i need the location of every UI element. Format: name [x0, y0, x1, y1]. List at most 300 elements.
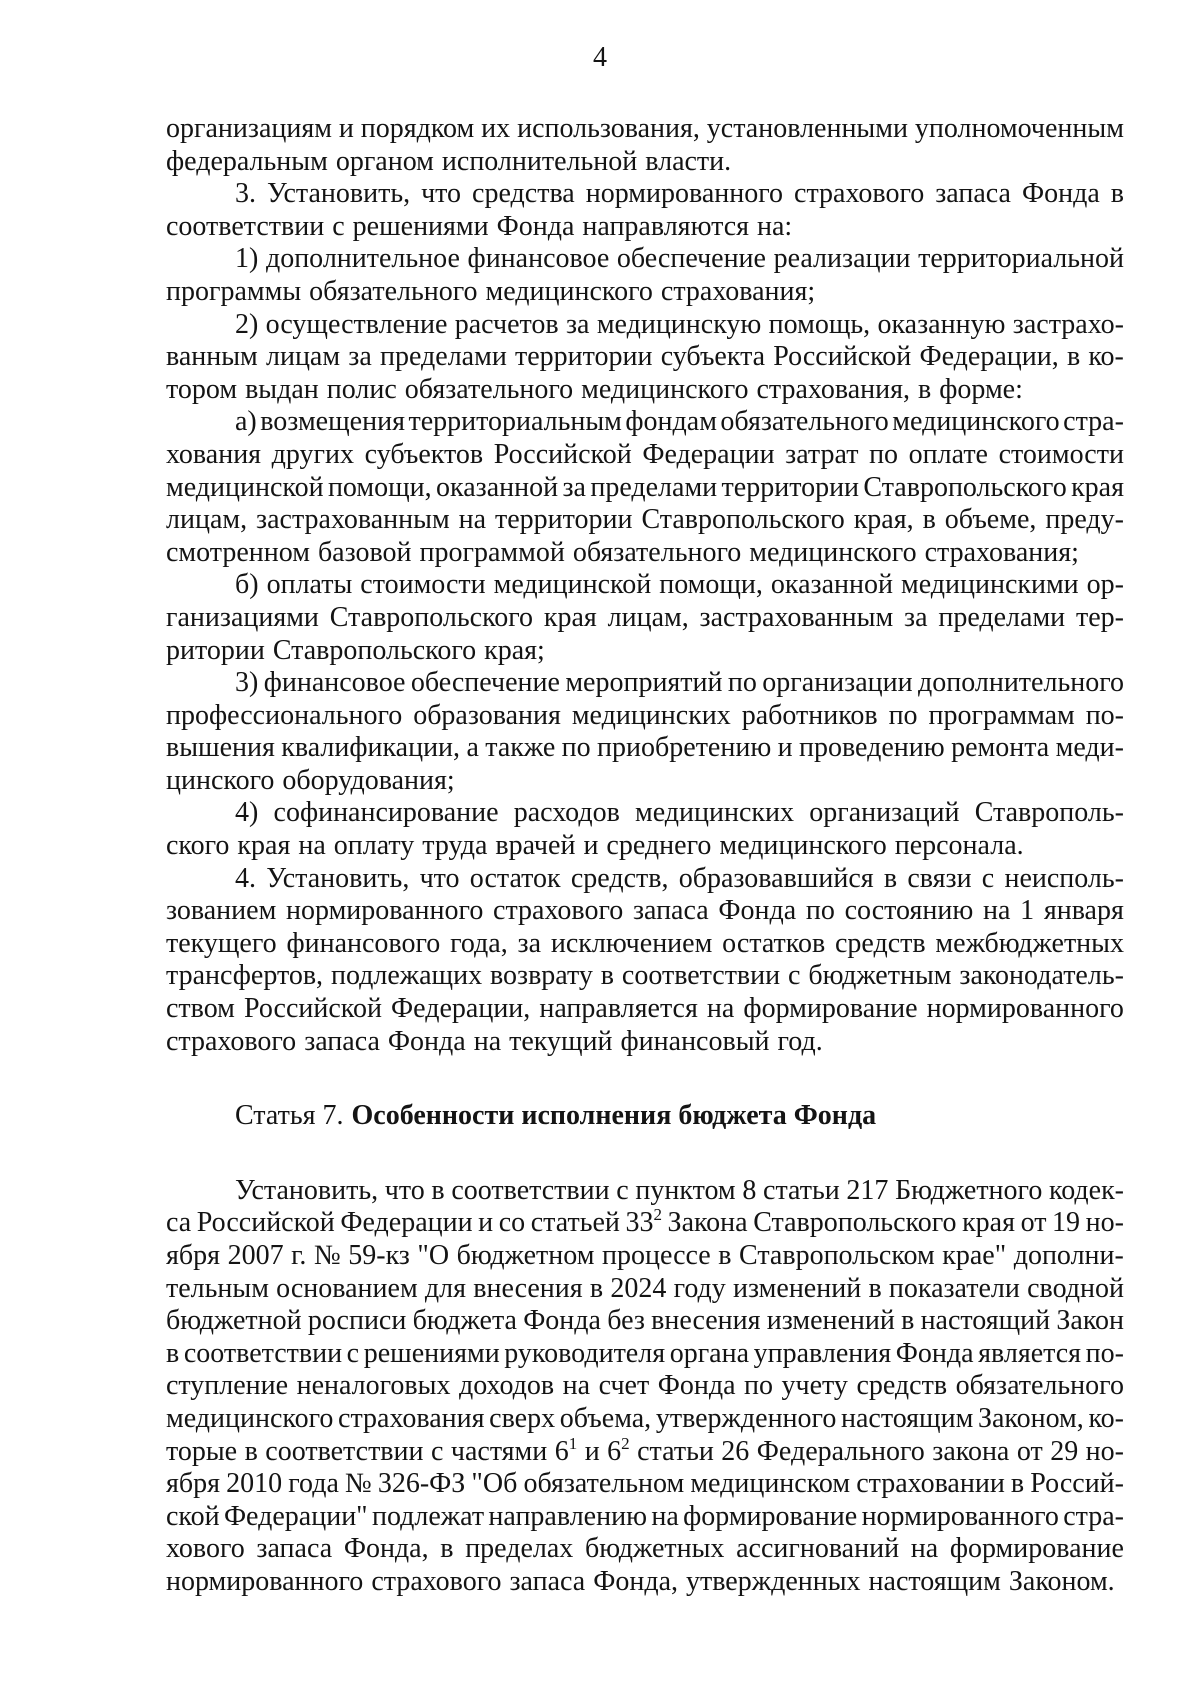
- word: изменений: [766, 1305, 895, 1337]
- word: полис: [326, 373, 397, 405]
- word: медицинского: [581, 373, 749, 405]
- word: оказанной: [770, 569, 893, 601]
- text-line: [166, 863, 1124, 896]
- word: расходов: [513, 797, 620, 829]
- word: Российской: [493, 438, 632, 470]
- text-line: [166, 1433, 1124, 1469]
- word: №: [313, 1240, 341, 1271]
- word: в: [244, 1435, 258, 1467]
- word: по-: [1085, 1337, 1124, 1369]
- word: затрат: [785, 438, 859, 470]
- word: пределами: [938, 601, 1066, 633]
- word: медицинского: [719, 830, 887, 862]
- article-title: Особенности исполнения бюджета Фонда: [351, 1100, 877, 1132]
- word: в: [918, 373, 932, 405]
- word: возмещения: [260, 406, 405, 438]
- word: 2024: [610, 1272, 667, 1304]
- word: с: [981, 862, 995, 894]
- word: программы: [166, 275, 302, 307]
- word: медицинскую: [596, 308, 762, 340]
- text-line: [166, 504, 1124, 537]
- text-line: [166, 635, 1124, 668]
- text-line: [166, 1207, 1124, 1240]
- text-line: [166, 1305, 1124, 1338]
- word: форме:: [939, 373, 1023, 405]
- word: на: [298, 830, 326, 862]
- word: Фонда: [718, 895, 797, 927]
- word: осуществление: [265, 308, 448, 340]
- word: федеральным: [166, 145, 328, 177]
- word: Ставрополь-: [974, 797, 1124, 829]
- word: стоимости: [998, 438, 1124, 470]
- word: финансовое: [263, 667, 406, 699]
- word: текущего: [166, 927, 277, 959]
- word: бюджетным: [808, 960, 952, 992]
- word: обязательного: [572, 536, 742, 568]
- word: оплату: [333, 830, 415, 862]
- word: ассигнований: [736, 1533, 900, 1565]
- text-line: [166, 895, 1124, 928]
- word: уполномоченным: [914, 113, 1124, 144]
- word: формирование: [743, 993, 918, 1025]
- word: на: [982, 895, 1011, 927]
- word: организаций: [809, 797, 960, 829]
- word: субъекта: [660, 341, 766, 373]
- word: 8: [742, 1174, 757, 1206]
- word: тер-: [1076, 601, 1124, 633]
- word: и: [338, 113, 354, 144]
- text-line: [166, 146, 1124, 179]
- word: Бюджетного: [895, 1174, 1043, 1206]
- word: межбюджетных: [935, 927, 1124, 959]
- word: реализации: [773, 243, 911, 275]
- word: финансовое: [467, 243, 610, 275]
- word: ского: [166, 830, 230, 862]
- word: направлению: [488, 1500, 647, 1532]
- word: ор-: [1086, 569, 1124, 601]
- word: в: [901, 1305, 915, 1337]
- word: 1): [235, 243, 259, 275]
- word: дополнительного: [918, 667, 1124, 699]
- text-line: [166, 472, 1124, 505]
- word: статьи: [637, 1435, 714, 1467]
- word: 3.: [235, 178, 256, 210]
- word: кодек-: [1049, 1174, 1124, 1206]
- word: в: [440, 1533, 454, 1565]
- word: $6^2$: [607, 1433, 630, 1467]
- word: года: [288, 1468, 339, 1500]
- text-line: [166, 1501, 1124, 1534]
- word: запаса: [935, 178, 1011, 210]
- word: помощи,: [327, 471, 432, 503]
- word: ября: [166, 1468, 221, 1500]
- word: оплаты: [266, 569, 353, 601]
- word: вышения: [166, 732, 275, 764]
- word: подлежат: [371, 1500, 485, 1532]
- word: и: [777, 732, 793, 764]
- word: ября: [166, 1240, 221, 1271]
- word: медицинскими: [900, 569, 1079, 601]
- word: персонала.: [894, 830, 1024, 862]
- word: запаса: [304, 1025, 380, 1057]
- word: объема,: [559, 1402, 652, 1434]
- word: в: [1066, 341, 1081, 373]
- word: января: [1043, 895, 1124, 927]
- word: бюджетных: [584, 1533, 725, 1565]
- word: других: [271, 438, 355, 470]
- word: обязательного: [404, 373, 574, 405]
- word: страхового: [493, 895, 624, 927]
- word: 2010: [226, 1468, 283, 1500]
- word: 217: [846, 1174, 889, 1206]
- word: обязательного: [309, 275, 478, 307]
- word: оплате: [908, 438, 988, 470]
- word: финансовый: [620, 1025, 770, 1057]
- word: Установить,: [235, 1174, 379, 1206]
- word: медицинского: [749, 536, 917, 568]
- word: бюджетном: [456, 1240, 595, 1271]
- word: по: [888, 699, 918, 731]
- word: основанием: [276, 1272, 418, 1304]
- word: бюджетной: [166, 1305, 302, 1337]
- text-line: [166, 374, 1124, 407]
- word: врачей: [495, 830, 576, 862]
- word: сводной: [1027, 1272, 1124, 1304]
- word: хования: [166, 438, 262, 470]
- word: Фонда: [895, 1337, 974, 1369]
- word: Федерации": [223, 1500, 368, 1532]
- word: связи: [907, 862, 972, 894]
- text-line: [166, 797, 1124, 830]
- word: с: [332, 210, 345, 242]
- word: соответствии: [265, 1435, 424, 1467]
- word: расчетов: [454, 308, 559, 340]
- word: решениями: [363, 1337, 500, 1369]
- word: по-: [1085, 699, 1124, 731]
- word: что: [421, 178, 462, 210]
- word: их: [481, 113, 511, 144]
- word: края,: [853, 504, 914, 536]
- word: лицам,: [607, 601, 689, 633]
- word: внесения: [473, 1272, 583, 1304]
- word: по: [869, 438, 899, 470]
- word: с: [430, 1435, 444, 1467]
- text-line: [166, 602, 1124, 635]
- word: медицинских: [635, 797, 795, 829]
- word: №: [345, 1468, 372, 1500]
- word: Федерации,: [919, 341, 1059, 373]
- word: медицинской: [493, 569, 652, 601]
- word: Ставропольском: [739, 1240, 935, 1271]
- word: в: [166, 1337, 180, 1369]
- word: средств: [834, 927, 926, 959]
- text-line: [166, 1175, 1124, 1208]
- word: с: [346, 1337, 360, 1369]
- text-line: [166, 1370, 1124, 1403]
- text-line: [166, 113, 1124, 146]
- word: края: [543, 601, 597, 633]
- word: 59-кз: [348, 1240, 410, 1271]
- word: цинского: [166, 764, 275, 796]
- word: 1: [1020, 895, 1035, 927]
- word: обязательного: [720, 406, 889, 438]
- text-line: [166, 211, 1124, 244]
- word: органа: [669, 1337, 750, 1369]
- word: обязательном: [523, 1468, 685, 1500]
- text-line: [166, 341, 1124, 374]
- word: с: [788, 960, 801, 992]
- text-line: [166, 569, 1124, 602]
- word: Федерации,: [391, 993, 531, 1025]
- word: в: [718, 1240, 732, 1271]
- word: нормированного: [926, 993, 1124, 1025]
- word: показатели: [888, 1272, 1020, 1304]
- word: ганизациями: [166, 601, 319, 633]
- word: доходов: [458, 1370, 555, 1402]
- word: обеспечение: [410, 667, 560, 699]
- word: медицинского: [485, 275, 653, 307]
- word: медицинских: [571, 699, 731, 731]
- word: Установить,: [266, 862, 410, 894]
- word: соответствии: [451, 1174, 610, 1206]
- word: Россий-: [1030, 1468, 1124, 1500]
- word: формирование: [683, 1500, 858, 1532]
- word: $33^2$: [625, 1205, 662, 1239]
- text-line: [166, 1566, 1124, 1599]
- word: базовой: [317, 536, 412, 568]
- word: территориальной: [918, 243, 1124, 275]
- word: Закона: [667, 1207, 748, 1239]
- word: в: [922, 504, 936, 536]
- word: и: [583, 830, 599, 862]
- word: средств,: [570, 862, 669, 894]
- text-line: [166, 178, 1124, 211]
- word: помощи,: [659, 569, 763, 601]
- word: за: [562, 471, 586, 503]
- word: организации: [762, 667, 913, 699]
- word: состоянию: [844, 895, 974, 927]
- word: по: [744, 1370, 774, 1402]
- word: от: [1020, 1207, 1047, 1239]
- word: руководителя: [504, 1337, 666, 1369]
- word: обязательного: [955, 1370, 1124, 1402]
- word: в: [1010, 1468, 1025, 1500]
- text-line: [166, 439, 1124, 472]
- text-line: [166, 960, 1124, 993]
- word: меди-: [1055, 732, 1124, 764]
- word: Фонда: [387, 1025, 466, 1057]
- word: бюджета: [412, 1305, 517, 1337]
- word: год.: [777, 1025, 823, 1057]
- word: и: [478, 1207, 494, 1239]
- text-line: [166, 928, 1124, 961]
- word: сверх: [489, 1402, 556, 1434]
- word: дополни-: [1013, 1240, 1124, 1271]
- word: установленными: [706, 113, 908, 144]
- word: образования: [413, 699, 561, 731]
- word: страхования,: [756, 373, 910, 405]
- word: страхования;: [924, 536, 1079, 568]
- word: Ставропольского: [863, 471, 1067, 503]
- word: оказанной: [436, 471, 559, 503]
- word: средств: [856, 1370, 948, 1402]
- word: б): [235, 569, 259, 601]
- word: страхования;: [660, 275, 816, 307]
- word: Фонда: [523, 1305, 601, 1337]
- word: лицам: [265, 341, 341, 373]
- word: крае": [942, 1240, 1007, 1271]
- word: Ставропольского: [329, 601, 534, 633]
- word: Законом.: [1008, 1565, 1115, 1597]
- word: в: [868, 1272, 882, 1304]
- word: программам: [928, 699, 1075, 731]
- word: приобретению: [597, 732, 772, 764]
- word: медицинского: [166, 1402, 334, 1434]
- word: Фонда: [496, 210, 575, 242]
- word: исполнительной: [441, 145, 638, 177]
- word: исключением: [550, 927, 713, 959]
- word: Фонда,: [593, 1565, 679, 1597]
- word: хового: [166, 1533, 245, 1565]
- word: возврату: [490, 960, 593, 992]
- word: ритории: [166, 634, 265, 666]
- word: застрахо-: [1012, 308, 1124, 340]
- word: страхового: [371, 1565, 502, 1597]
- text-line: [166, 1338, 1124, 1371]
- word: страхового: [166, 1025, 297, 1057]
- word: тором: [166, 373, 238, 405]
- word: но-: [1085, 1435, 1124, 1467]
- word: мероприятий: [565, 667, 723, 699]
- word: на: [910, 1533, 939, 1565]
- word: застрахованным: [256, 504, 450, 536]
- word: края: [237, 830, 291, 862]
- word: неналоговых: [296, 1370, 451, 1402]
- word: нормированного: [585, 178, 784, 210]
- word: Федерации: [642, 438, 775, 470]
- word: за: [565, 308, 590, 340]
- text-line: [166, 830, 1124, 863]
- word: ремонта: [951, 732, 1050, 764]
- word: Законом,: [977, 1402, 1084, 1434]
- word: Федерального: [756, 1435, 925, 1467]
- word: 4.: [235, 862, 256, 894]
- word: объеме,: [944, 504, 1037, 536]
- word: страхового: [794, 178, 925, 210]
- word: преду-: [1045, 504, 1124, 536]
- text-line: [166, 732, 1124, 765]
- word: пределами: [379, 341, 507, 373]
- word: за: [348, 341, 372, 373]
- text-line: [166, 700, 1124, 733]
- word: программой: [419, 536, 565, 568]
- word: пунктом: [635, 1174, 736, 1206]
- word: на: [706, 993, 735, 1025]
- word: но-: [1085, 1207, 1124, 1239]
- word: 26: [721, 1435, 750, 1467]
- word: управления: [753, 1337, 892, 1369]
- word: края;: [484, 634, 545, 666]
- word: запаса: [256, 1533, 333, 1565]
- word: медицинском: [690, 1468, 851, 1500]
- word: профессионального: [166, 699, 403, 731]
- word: ской: [166, 1500, 220, 1532]
- word: смотренном: [166, 536, 310, 568]
- word: торые: [166, 1435, 238, 1467]
- word: на: [473, 1025, 502, 1057]
- word: процессе: [601, 1240, 711, 1271]
- word: 29: [1050, 1435, 1079, 1467]
- document-body: [166, 113, 1124, 1599]
- word: неисполь-: [1004, 862, 1124, 894]
- word: внесения: [651, 1305, 761, 1337]
- word: утвержденного: [655, 1402, 837, 1434]
- word: квалификации,: [281, 732, 461, 764]
- word: в: [600, 960, 615, 992]
- word: 2007: [227, 1240, 284, 1271]
- word: использования,: [517, 113, 700, 144]
- word: среднего: [606, 830, 712, 862]
- word: со: [498, 1207, 526, 1239]
- word: труда: [422, 830, 488, 862]
- word: соответствии: [166, 210, 325, 242]
- word: изменений: [733, 1272, 862, 1304]
- word: для: [424, 1272, 467, 1304]
- word: Федерации: [340, 1207, 473, 1239]
- text-line: [166, 276, 1124, 309]
- word: законодатель-: [959, 960, 1124, 992]
- article-number: Статья 7.: [235, 1100, 344, 1132]
- word: с: [616, 1174, 629, 1206]
- word: в: [1110, 178, 1124, 210]
- word: настоящим: [840, 1402, 974, 1434]
- word: направляются: [582, 210, 749, 242]
- word: текущий: [509, 1025, 613, 1057]
- word: закона: [932, 1435, 1010, 1467]
- word: оборудования;: [282, 764, 455, 796]
- word: года,: [450, 927, 508, 959]
- word: по: [727, 667, 757, 699]
- superscript: 2: [621, 1433, 630, 1453]
- word: зованием: [166, 895, 277, 927]
- text-line: [166, 243, 1124, 276]
- word: стра-: [1063, 406, 1124, 438]
- text-line: [166, 406, 1124, 439]
- word: пределах: [465, 1533, 574, 1565]
- word: обеспечение: [616, 243, 766, 275]
- word: края: [962, 1207, 1015, 1239]
- word: территории: [495, 504, 633, 536]
- word: выдан: [245, 373, 319, 405]
- word: са: [166, 1207, 192, 1239]
- word: а): [235, 406, 257, 438]
- word: в: [431, 1174, 445, 1206]
- word: медицинской: [166, 471, 324, 503]
- word: статьи: [763, 1174, 840, 1206]
- text-line: [166, 1273, 1124, 1306]
- text-line: [166, 1403, 1124, 1436]
- word: является: [978, 1337, 1082, 1369]
- word: учету: [781, 1370, 848, 1402]
- word: за: [517, 927, 542, 959]
- word: тельным: [166, 1272, 269, 1304]
- word: а: [466, 732, 479, 764]
- word: по: [561, 732, 591, 764]
- word: остаток: [469, 862, 561, 894]
- word: Ставропольского: [753, 1207, 957, 1239]
- word: оказанную: [877, 308, 1006, 340]
- word: 3): [235, 667, 259, 699]
